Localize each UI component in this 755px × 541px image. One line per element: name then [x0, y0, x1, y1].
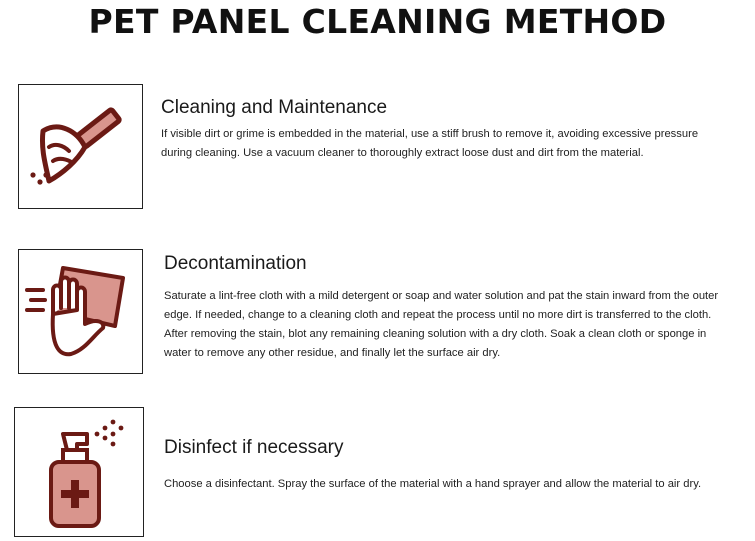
- spray-bottle-icon: [15, 408, 145, 538]
- broom-icon-box: [18, 84, 143, 209]
- cloth-icon-box: [18, 249, 143, 374]
- broom-icon: [19, 85, 144, 210]
- section-text-disinfect: Choose a disinfectant. Spray the surface of the material with a hand sprayer and allow the material to air dry.: [164, 478, 702, 490]
- page-title: PET PANEL CLEANING METHOD: [88, 2, 667, 41]
- section-text-decontamination: Saturate a lint-free cloth with a mild detergent or soap and water solution and pat the stain inward from the outer edge. If needed, change to a cleaning cloth and repeat the process until no more dirt is transferred to the cloth. After removing the stain, blot any remaining cleaning solution with a dry cloth. Soak a clean cloth or sponge in water to remove any other residue, and finally let the surface air dry.: [164, 290, 719, 359]
- spray-icon-box: [14, 407, 144, 537]
- section-heading-cleaning: Cleaning and Maintenance: [161, 97, 388, 118]
- section-heading-decontamination: Decontamination: [164, 253, 307, 274]
- section-text-cleaning: If visible dirt or grime is embedded in the material, use a stiff brush to remove it, avoiding excessive pressure during cleaning. Use a vacuum cleaner to thoroughly extract loose dust and dirt from the material.: [161, 128, 699, 159]
- section-heading-disinfect: Disinfect if necessary: [164, 437, 344, 458]
- wiping-cloth-icon: [19, 250, 144, 375]
